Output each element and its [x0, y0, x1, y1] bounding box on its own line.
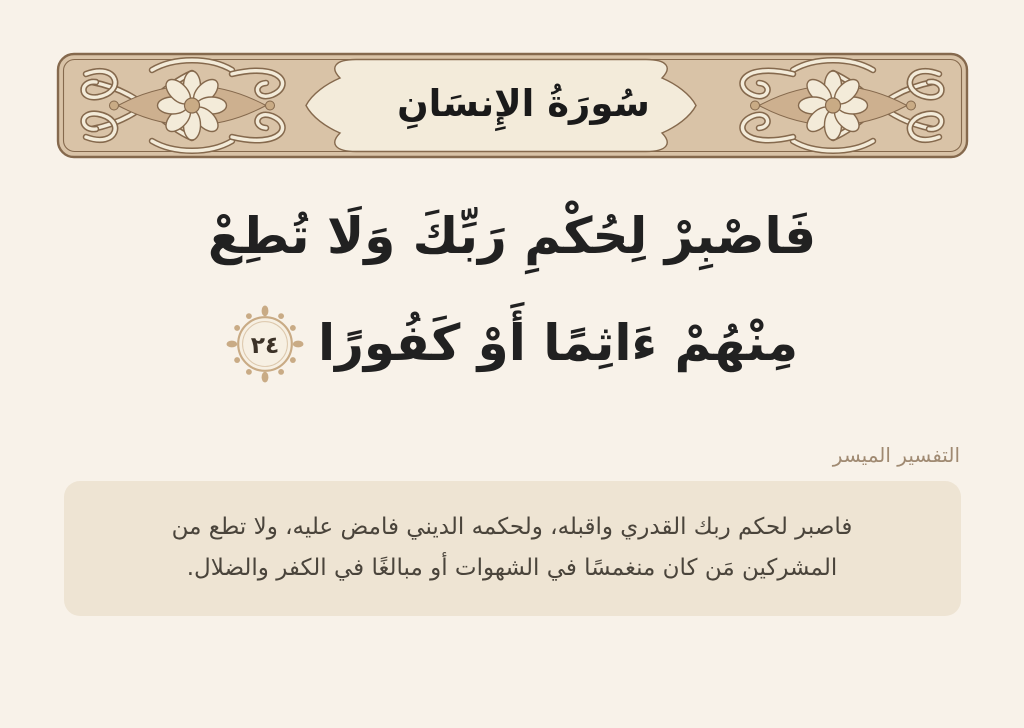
title-cartouche: [306, 60, 696, 152]
ayah-number-medallion-icon: [226, 305, 304, 383]
ayah-text-line-1: فَاصْبِرْ لِحُكْمِ رَبِّكَ وَلَا تُطِعْ: [207, 207, 817, 265]
tafsir-card: [64, 481, 961, 616]
surah-header-band: [56, 52, 969, 159]
tafsir-source-label: التفسير الميسر: [832, 443, 960, 467]
rosette-icon: [157, 71, 226, 140]
surah-title: سُورَةُ الإِنسَانِ: [397, 82, 650, 125]
ayah-text-line-2-text: مِنْهُمْ ءَاثِمًا أَوْ كَفُورًا: [317, 314, 799, 372]
ayah-display: [0, 183, 1024, 397]
arabesque-border-ornament: [56, 52, 969, 159]
tafsir-text: فاصبر لحكم ربك القدري واقبله، ولحكمه الديني فامض عليه، ولا تطع من المشركين مَن كان منغمسًا في الشهوات أو مبالغًا في الكفر والضلال.: [171, 514, 853, 582]
ayah-number: ٢٤: [250, 330, 280, 359]
quran-reader-page: [0, 52, 1024, 616]
ayah-text-line-2: [0, 290, 1024, 397]
